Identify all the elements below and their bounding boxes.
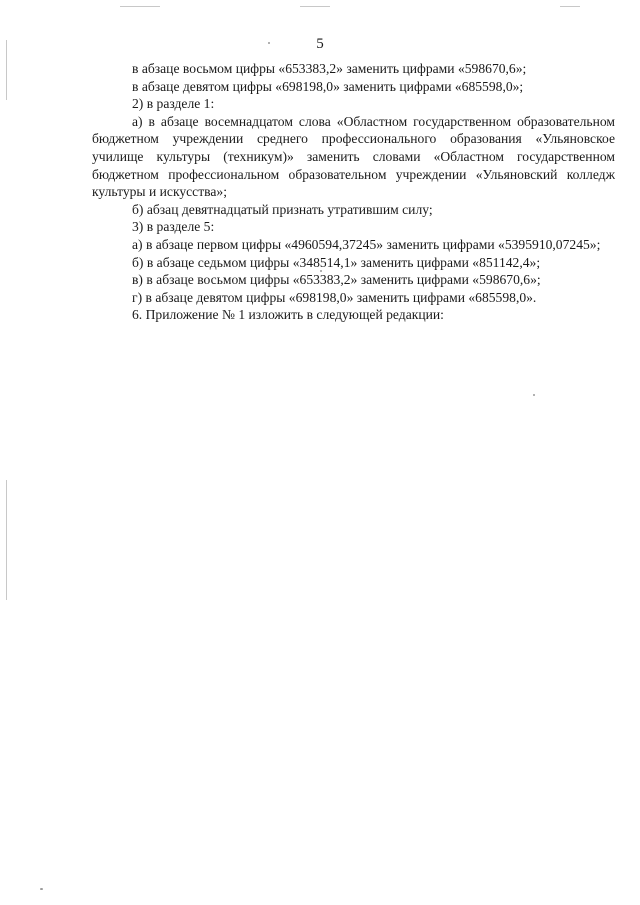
paragraph: б) абзац девятнадцатый признать утратившим силу; xyxy=(132,201,433,217)
scan-edge-mark xyxy=(560,6,580,7)
scan-edge-mark xyxy=(6,480,7,600)
scan-speck xyxy=(40,888,43,890)
paragraph: в абзаце девятом цифры «698198,0» заменить цифрами «685598,0»; xyxy=(132,78,524,94)
paragraph: г) в абзаце девятом цифры «698198,0» заменить цифрами «685598,0». xyxy=(132,289,537,305)
scan-edge-mark xyxy=(120,6,160,7)
page-number: 5 xyxy=(316,36,324,52)
scan-edge-mark xyxy=(300,6,330,7)
document-body xyxy=(92,60,615,324)
paragraph: а) в абзаце первом цифры «4960594,37245» заменить цифрами «5395910,07245»; xyxy=(132,236,601,252)
paragraph: 6. Приложение № 1 изложить в следующей редакции: xyxy=(132,307,444,323)
paragraph: в абзаце восьмом цифры «653383,2» заменить цифрами «598670,6»; xyxy=(132,61,527,76)
paragraph: а) в абзаце восемнадцатом слова «Областном государственном образовательном бюджетном учреждении среднего профессионального образования «Ульяновское училище культуры (техникум)» заменить словами «Областном государственном бюджетном профессиональном образовательном учреждении «Ульяновский колледж культуры и искусства»; xyxy=(92,113,615,200)
paragraph: в) в абзаце восьмом цифры «653383,2» заменить цифрами «598670,6»; xyxy=(132,272,541,288)
paragraph: б) в абзаце седьмом цифры «348514,1» заменить цифрами «851142,4»; xyxy=(132,254,541,270)
scan-speck xyxy=(533,394,535,396)
paragraph: 2) в разделе 1: xyxy=(132,96,215,112)
paragraph: 3) в разделе 5: xyxy=(132,219,215,235)
